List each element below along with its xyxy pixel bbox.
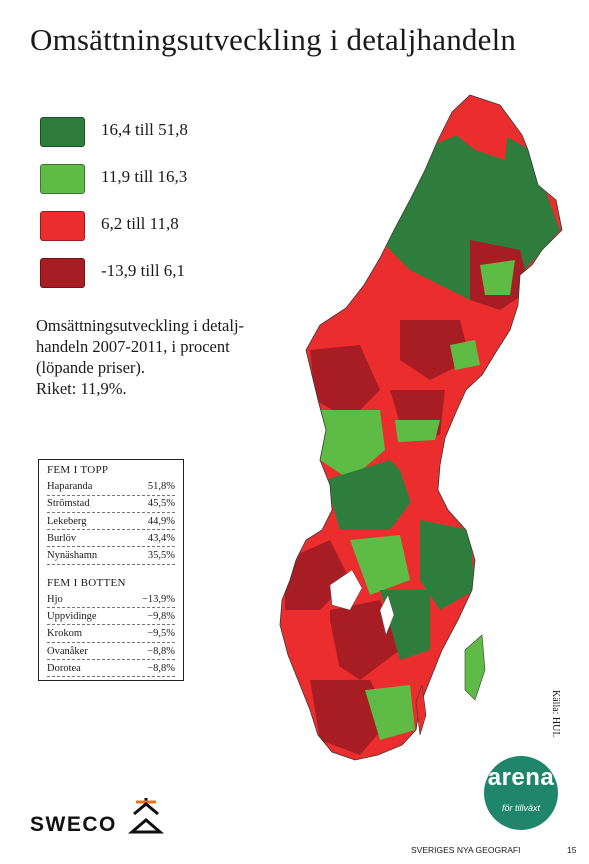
legend-label-3: 6,2 till 11,8 <box>101 214 179 233</box>
arena-logo-text: arena <box>487 764 555 791</box>
top-value: 45,5% <box>147 498 175 510</box>
sweco-logo: SWECO <box>30 813 117 836</box>
bottom-name: Ovanåker <box>47 645 88 657</box>
bottom-row <box>47 609 175 626</box>
top-row <box>47 496 175 513</box>
top-name: Lekeberg <box>47 515 87 527</box>
region-halland <box>285 620 340 680</box>
bottom-row <box>47 661 175 678</box>
legend-label-4: -13,9 till 6,1 <box>101 261 186 280</box>
ranking-box <box>38 459 184 681</box>
bottom-name: Hjo <box>47 593 63 605</box>
top-name: Nynäshamn <box>47 550 98 562</box>
top-name: Strömstad <box>47 498 90 510</box>
top-heading: FEM I TOPP <box>47 464 109 476</box>
map-description <box>36 315 271 399</box>
bottom-row <box>47 644 175 661</box>
bottom-value: −9,5% <box>147 628 175 640</box>
top-name: Burlöv <box>47 532 77 544</box>
legend-label-2: 11,9 till 16,3 <box>101 167 188 186</box>
region-coast-light <box>450 340 480 370</box>
description-line-3: (löpande priser). <box>36 358 146 377</box>
description-line-4: Riket: 11,9%. <box>36 379 127 398</box>
bottom-heading: FEM I BOTTEN <box>47 576 126 589</box>
legend-swatch-2 <box>40 164 85 194</box>
legend-swatch-4 <box>40 258 85 288</box>
top-row <box>47 514 175 531</box>
page-number: 15 <box>567 845 577 855</box>
top-row <box>47 531 175 548</box>
bottom-name: Dorotea <box>47 662 81 674</box>
sweco-logo-mark-icon <box>126 796 166 838</box>
footer-publication: SVERIGES NYA GEOGRAFI <box>411 845 521 855</box>
bottom-name: Krokom <box>47 628 82 640</box>
legend-label-1: 16,4 till 51,8 <box>101 120 188 139</box>
bottom-value: −8,8% <box>147 662 175 674</box>
description-line-2: handeln 2007-2011, i procent <box>36 337 230 356</box>
map-regions <box>270 90 570 790</box>
description-line-1: Omsättningsutveckling i detalj- <box>36 316 245 335</box>
top-name: Haparanda <box>47 481 93 492</box>
bottom-name: Uppvidinge <box>47 610 97 622</box>
bottom-value: −9,8% <box>147 610 175 622</box>
region-north-light <box>480 260 515 295</box>
top-value: 51,8% <box>147 481 175 492</box>
top-row <box>47 548 175 565</box>
gotland-island <box>465 635 485 700</box>
source-note: Källa: HUI. <box>550 690 561 738</box>
region-gavle-light <box>395 420 440 442</box>
bottom-row <box>47 592 175 609</box>
arena-logo-tagline: för tillväxt <box>501 803 540 813</box>
legend-swatch-3 <box>40 211 85 241</box>
bottom-row <box>47 626 175 643</box>
arena-logo <box>484 756 558 830</box>
top-value: 44,9% <box>147 515 175 527</box>
legend-swatch-1 <box>40 117 85 147</box>
top-row <box>47 479 175 496</box>
sweden-choropleth-map <box>270 90 570 790</box>
map-title: Omsättningsutveckling i detaljhandeln <box>30 22 517 57</box>
top-value: 35,5% <box>147 550 175 562</box>
bottom-value: −8,8% <box>147 645 175 657</box>
top-value: 43,4% <box>147 532 175 544</box>
bottom-value: −13,9% <box>141 593 175 605</box>
